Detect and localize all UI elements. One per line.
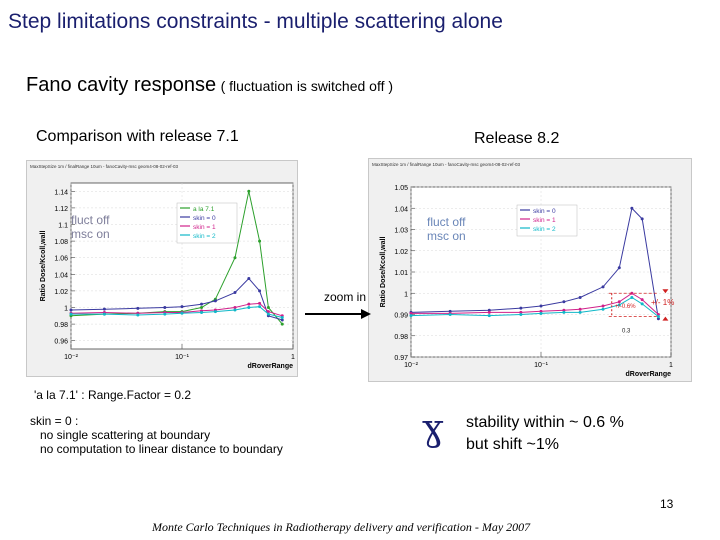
page-number: 13 bbox=[660, 497, 674, 511]
data-point bbox=[602, 308, 605, 311]
marker-label: 0.3 bbox=[622, 328, 631, 335]
legend-label: a la 7.1 bbox=[193, 206, 215, 213]
data-point bbox=[200, 311, 203, 314]
data-point bbox=[641, 217, 644, 220]
data-point bbox=[233, 256, 236, 259]
data-point bbox=[181, 312, 184, 315]
x-tick-label: 10⁻² bbox=[404, 362, 418, 369]
x-tick-label: 10⁻² bbox=[64, 354, 78, 361]
y-tick-label: 1.02 bbox=[394, 248, 408, 256]
data-point bbox=[449, 313, 452, 316]
data-point bbox=[602, 285, 605, 288]
data-point bbox=[579, 311, 582, 314]
x-tick-label: 10⁻¹ bbox=[175, 354, 189, 361]
data-point bbox=[281, 323, 284, 326]
stability-line-1: stability within ~ 0.6 % bbox=[466, 414, 624, 431]
left-chart bbox=[27, 161, 297, 376]
release-label: Release 8.2 bbox=[474, 130, 560, 147]
skin-note bbox=[30, 414, 283, 456]
data-point bbox=[70, 308, 73, 311]
comparison-label: Comparison with release 7.1 bbox=[36, 128, 239, 145]
data-point bbox=[410, 314, 413, 317]
y-tick-label: 1.03 bbox=[394, 227, 408, 235]
data-point bbox=[258, 302, 261, 305]
data-point bbox=[200, 306, 203, 309]
right-overlay-line1: fluct off bbox=[427, 215, 466, 229]
data-point bbox=[103, 308, 106, 311]
data-point bbox=[163, 313, 166, 316]
alla-note: 'a la 7.1' : Range.Factor = 0.2 bbox=[34, 388, 192, 402]
data-point bbox=[641, 298, 644, 301]
y-tick-label: 0.99 bbox=[394, 312, 408, 320]
data-point bbox=[540, 305, 543, 308]
data-point bbox=[630, 207, 633, 210]
x-tick-label: 1 bbox=[291, 354, 295, 361]
data-point bbox=[630, 296, 633, 299]
y-tick-label: 1.12 bbox=[54, 205, 68, 213]
data-point bbox=[540, 312, 543, 315]
data-point bbox=[258, 289, 261, 292]
right-chart bbox=[369, 159, 691, 381]
data-point bbox=[258, 305, 261, 308]
data-point bbox=[247, 306, 250, 309]
data-point bbox=[136, 307, 139, 310]
y-tick-label: 1.02 bbox=[54, 288, 68, 296]
data-point bbox=[136, 313, 139, 316]
y-tick-label: 1.1 bbox=[58, 222, 68, 230]
skin-detail-1: no single scattering at boundary bbox=[40, 428, 211, 442]
data-point bbox=[247, 303, 250, 306]
y-tick-label: 1.14 bbox=[54, 189, 68, 197]
data-point bbox=[233, 291, 236, 294]
data-point bbox=[233, 308, 236, 311]
y-tick-label: 1.05 bbox=[394, 185, 408, 192]
y-tick-label: 1.01 bbox=[394, 270, 408, 277]
band-label: +/- 1% bbox=[651, 297, 675, 307]
subtitle-main: Fano cavity response bbox=[26, 74, 217, 96]
subtitle-note: ( fluctuation is switched off ) bbox=[220, 78, 394, 94]
left-overlay-line2: msc on bbox=[71, 227, 110, 241]
legend-label: skin = 0 bbox=[193, 215, 216, 222]
data-point bbox=[247, 277, 250, 280]
data-point bbox=[103, 313, 106, 316]
legend-label: skin = 2 bbox=[533, 226, 556, 233]
right-overlay-line2: msc on bbox=[427, 229, 466, 243]
skin-line: skin = 0 : bbox=[30, 414, 79, 428]
zoom-label: zoom in bbox=[324, 290, 367, 304]
y-axis-label: Ratio Dose/Kcoll,wall bbox=[380, 236, 387, 308]
right-plot-overlay bbox=[427, 215, 466, 243]
data-point bbox=[519, 307, 522, 310]
data-point bbox=[579, 296, 582, 299]
data-point bbox=[163, 306, 166, 309]
y-tick-label: 1.04 bbox=[394, 206, 408, 214]
data-point bbox=[519, 313, 522, 316]
stability-line-2: but shift ~1% bbox=[466, 436, 559, 453]
data-point bbox=[247, 190, 250, 193]
left-plot-panel bbox=[26, 160, 298, 377]
data-point bbox=[281, 316, 284, 319]
data-point bbox=[181, 305, 184, 308]
legend-label: skin = 1 bbox=[193, 224, 216, 231]
x-axis-label: dRoverRange bbox=[625, 371, 671, 378]
y-tick-label: 1 bbox=[64, 305, 68, 313]
left-plot-overlay bbox=[71, 213, 110, 241]
data-point bbox=[618, 266, 621, 269]
x-axis-label: dRoverRange bbox=[247, 363, 293, 370]
data-point bbox=[258, 240, 261, 243]
data-point bbox=[562, 311, 565, 314]
data-point bbox=[618, 300, 621, 303]
left-plot-header: MaxStepSize 1m / finalRange 10um - fanoCavity-msc geom4-08-02-ref-03 bbox=[30, 164, 179, 169]
skin-detail-2: no computation to linear distance to boundary bbox=[40, 442, 283, 456]
data-point bbox=[488, 314, 491, 317]
data-point bbox=[657, 315, 660, 318]
right-plot-header: MaxStepSize 1m / finalRange 10um - fanoCavity-msc geom4-08-02-ref-03 bbox=[372, 162, 521, 167]
data-point bbox=[70, 313, 73, 316]
data-point bbox=[267, 306, 270, 309]
y-tick-label: 1.04 bbox=[54, 272, 68, 280]
data-point bbox=[488, 311, 491, 314]
y-tick-label: 1 bbox=[404, 291, 408, 299]
legend-label: skin = 0 bbox=[533, 208, 556, 215]
y-tick-label: 1.08 bbox=[54, 239, 68, 247]
data-point bbox=[267, 313, 270, 316]
footer-text: Monte Carlo Techniques in Radiotherapy delivery and verification - May 2007 bbox=[152, 520, 531, 534]
y-axis-label: Ratio Dose/Kcoll,wall bbox=[40, 230, 47, 302]
inner-band-label: +/-0.6% bbox=[614, 303, 636, 310]
slide-title: Step limitations constraints - multiple scattering alone bbox=[8, 10, 503, 33]
zoom-arrow-icon bbox=[305, 306, 371, 322]
legend-label: skin = 2 bbox=[193, 233, 216, 240]
data-point bbox=[641, 302, 644, 305]
y-tick-label: 0.98 bbox=[54, 322, 68, 330]
y-tick-label: 0.97 bbox=[394, 355, 408, 362]
data-point bbox=[562, 300, 565, 303]
x-tick-label: 1 bbox=[669, 362, 673, 369]
data-point bbox=[200, 303, 203, 306]
data-point bbox=[602, 305, 605, 308]
y-tick-label: 0.98 bbox=[394, 333, 408, 341]
y-tick-label: 0.96 bbox=[54, 338, 68, 346]
y-tick-label: 1.06 bbox=[54, 255, 68, 263]
left-overlay-line1: fluct off bbox=[71, 213, 110, 227]
slide-subtitle bbox=[26, 74, 393, 97]
stability-note bbox=[466, 412, 624, 456]
legend-label: skin = 1 bbox=[533, 217, 556, 224]
data-point bbox=[214, 299, 217, 302]
right-plot-panel bbox=[368, 158, 692, 382]
gamma-bullet-icon: ɣ bbox=[422, 408, 444, 449]
x-tick-label: 10⁻¹ bbox=[534, 362, 548, 369]
data-point bbox=[579, 308, 582, 311]
data-point bbox=[214, 310, 217, 313]
